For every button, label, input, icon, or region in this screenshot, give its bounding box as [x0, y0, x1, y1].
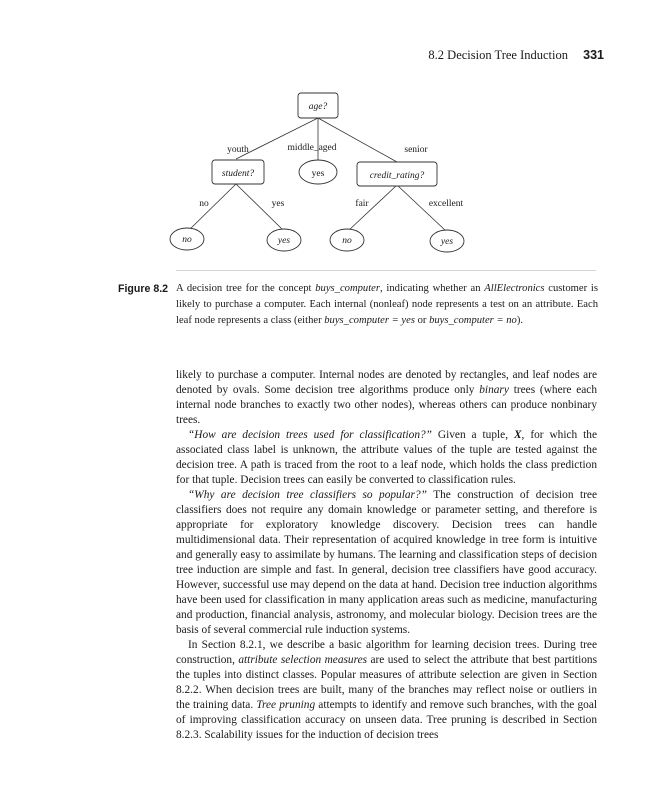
- paragraph-4: In Section 8.2.1, we describe a basic algorithm for learning decision trees. During tree construction, attribute selection measures are used to select the attribute that best partitions the tuples into distinct classes. Popular measures of attribute selection are given in Section 8.2.2. When decision trees are built, many of the branches may reflect noise or outliers in the training data. Tree pruning attempts to identify and remove such branches, with the goal of improving classification accuracy on unseen data. Tree pruning is described in Section 8.2.3. Scalability issues for the induction of decision trees: [176, 639, 598, 741]
- paragraph-3: “Why are decision tree classifiers so popular?” The construction of decision tree classifiers does not require any domain knowledge or parameter setting, and therefore is appropriate for exploratory knowledge discovery. Decision trees can handle multidimensional data. Their representation of acquired knowledge in tree form is intuitive and generally easy to assimilate by humans. The learning and classification steps of decision tree induction are simple and fast. In general, decision tree classifiers have good accuracy. However, successful use may depend on the data at hand. Decision tree induction algorithms have been used for classification in many application areas such as medicine, manufacturing and production, financial analysis, astronomy, and molecular biology. Decision trees are the basis of several commercial rule induction systems.: [176, 489, 597, 636]
- edge-label-senior: senior: [404, 145, 428, 155]
- edge-label-student-yes: yes: [271, 199, 285, 209]
- caption-divider: [176, 270, 596, 271]
- paragraph-1: likely to purchase a computer. Internal nodes are denoted by rectangles, and leaf nodes are denoted by ovals. Some decision tree algorithms produce only binary trees (where each internal node branches to exactly two other nodes), whereas others can produce nonbinary trees.: [176, 369, 598, 426]
- figure-label: Figure 8.2: [118, 283, 169, 295]
- edge-label-credit-excellent: excellent: [428, 199, 464, 209]
- caption-text: A decision tree for the concept buys_computer, indicating whether an AllElectronics customer is likely to purchase a computer. Each internal (nonleaf) node represents a test on an attribute. Each leaf node represents a class (either buys_computer = yes or buys_computer = no).: [176, 283, 598, 326]
- edge-senior: [318, 118, 397, 162]
- leaf-middle-aged-yes-label: yes: [311, 169, 325, 179]
- page-number: 331: [583, 48, 604, 62]
- decision-tree-figure: [0, 0, 648, 280]
- edge-label-middle-aged: middle_aged: [287, 143, 337, 153]
- edge-label-student-no: no: [199, 199, 209, 209]
- leaf-student-no-label: no: [182, 235, 192, 245]
- edge-label-credit-fair: fair: [355, 199, 369, 209]
- section-title: 8.2 Decision Tree Induction: [428, 48, 568, 62]
- edge-student-no: [188, 184, 236, 231]
- node-student-label: student?: [221, 169, 255, 179]
- leaf-credit-yes-label: yes: [440, 237, 454, 247]
- paragraph-2: “How are decision trees used for classification?” Given a tuple, X, for which the associated class label is unknown, the attribute values of the tuple are tested against the decision tree. A path is traced from the root to a leaf node, which holds the class prediction for that tuple. Decision trees can easily be converted to classification rules.: [176, 429, 597, 486]
- node-credit-rating-label: credit_rating?: [369, 171, 425, 181]
- figure-caption: [118, 281, 598, 329]
- node-age-label: age?: [308, 102, 328, 112]
- leaf-credit-no-label: no: [342, 236, 352, 246]
- body-text: [176, 368, 597, 743]
- leaf-student-yes-label: yes: [277, 236, 291, 246]
- edge-label-youth: youth: [227, 145, 249, 155]
